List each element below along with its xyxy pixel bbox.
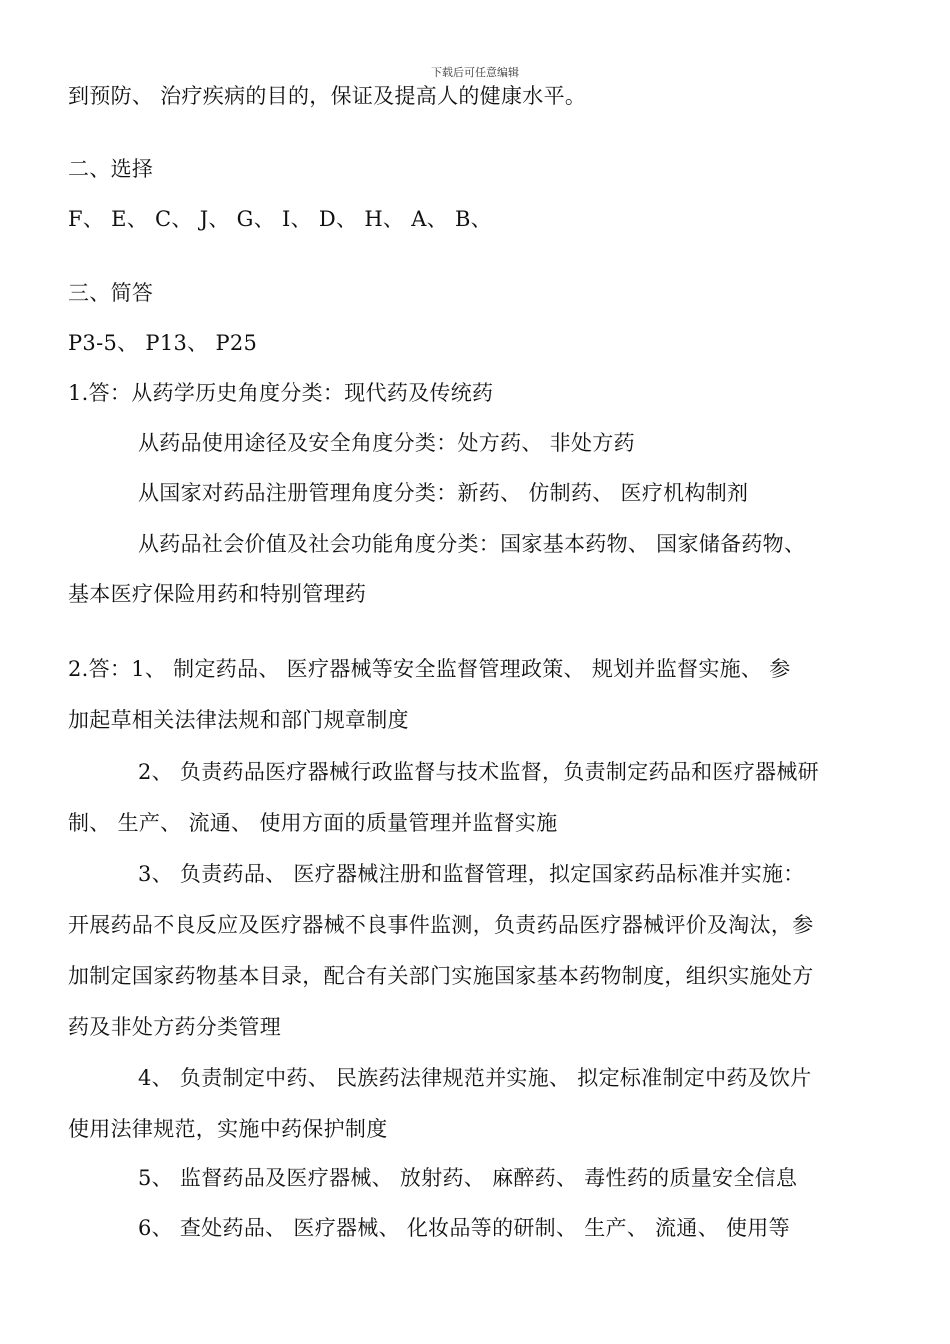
text-line-conclusion: 到预防、 治疗疾病的目的，保证及提高人的健康水平。 xyxy=(68,84,587,108)
section-heading-choice: 二、选择 xyxy=(68,157,154,181)
answer-2-item-3-line-4: 药及非处方药分类管理 xyxy=(68,1015,281,1039)
answer-2-item-5: 5、 监督药品及医疗器械、 放射药、 麻醉药、 毒性药的质量安全信息 xyxy=(138,1166,798,1190)
answer-2-line-2: 加起草相关法律法规和部门规章制度 xyxy=(68,708,409,732)
answer-2-item-4-line-1: 4、 负责制定中药、 民族药法律规范并实施、 拟定标准制定中药及饮片 xyxy=(138,1066,812,1090)
answer-2-item-2-line-2: 制、 生产、 流通、 使用方面的质量管理并监督实施 xyxy=(68,811,558,835)
answer-1-line-1: 1.答：从药学历史角度分类：现代药及传统药 xyxy=(68,381,494,405)
answer-2-line-1: 2.答：1、 制定药品、 医疗器械等安全监督管理政策、 规划并监督实施、 参 xyxy=(68,657,791,681)
answer-2-item-3-line-1: 3、 负责药品、 医疗器械注册和监督管理，拟定国家药品标准并实施： xyxy=(138,862,805,886)
answer-2-item-4-line-2: 使用法律规范，实施中药保护制度 xyxy=(68,1117,388,1141)
header-watermark: 下载后可任意编辑 xyxy=(431,66,519,79)
answer-1-line-5: 基本医疗保险用药和特别管理药 xyxy=(68,582,367,606)
answer-1-line-2: 从药品使用途径及安全角度分类：处方药、 非处方药 xyxy=(138,431,635,455)
answer-2-item-6: 6、 查处药品、 医疗器械、 化妆品等的研制、 生产、 流通、 使用等 xyxy=(138,1216,790,1240)
answer-2-item-3-line-3: 加制定国家药物基本目录，配合有关部门实施国家基本药物制度，组织实施处方 xyxy=(68,964,814,988)
answer-2-item-3-line-2: 开展药品不良反应及医疗器械不良事件监测，负责药品医疗器械评价及淘汰，参 xyxy=(68,913,814,937)
answer-1-line-4: 从药品社会价值及社会功能角度分类：国家基本药物、 国家储备药物、 xyxy=(138,532,806,556)
choice-answers: F、 E、 C、 J、 G、 I、 D、 H、 A、 B、 xyxy=(68,207,492,231)
section-heading-short-answer: 三、简答 xyxy=(68,281,154,305)
page-references: P3-5、 P13、 P25 xyxy=(68,331,258,355)
answer-1-line-3: 从国家对药品注册管理角度分类：新药、 仿制药、 医疗机构制剂 xyxy=(138,481,749,505)
answer-2-item-2-line-1: 2、 负责药品医疗器械行政监督与技术监督，负责制定药品和医疗器械研 xyxy=(138,760,819,784)
